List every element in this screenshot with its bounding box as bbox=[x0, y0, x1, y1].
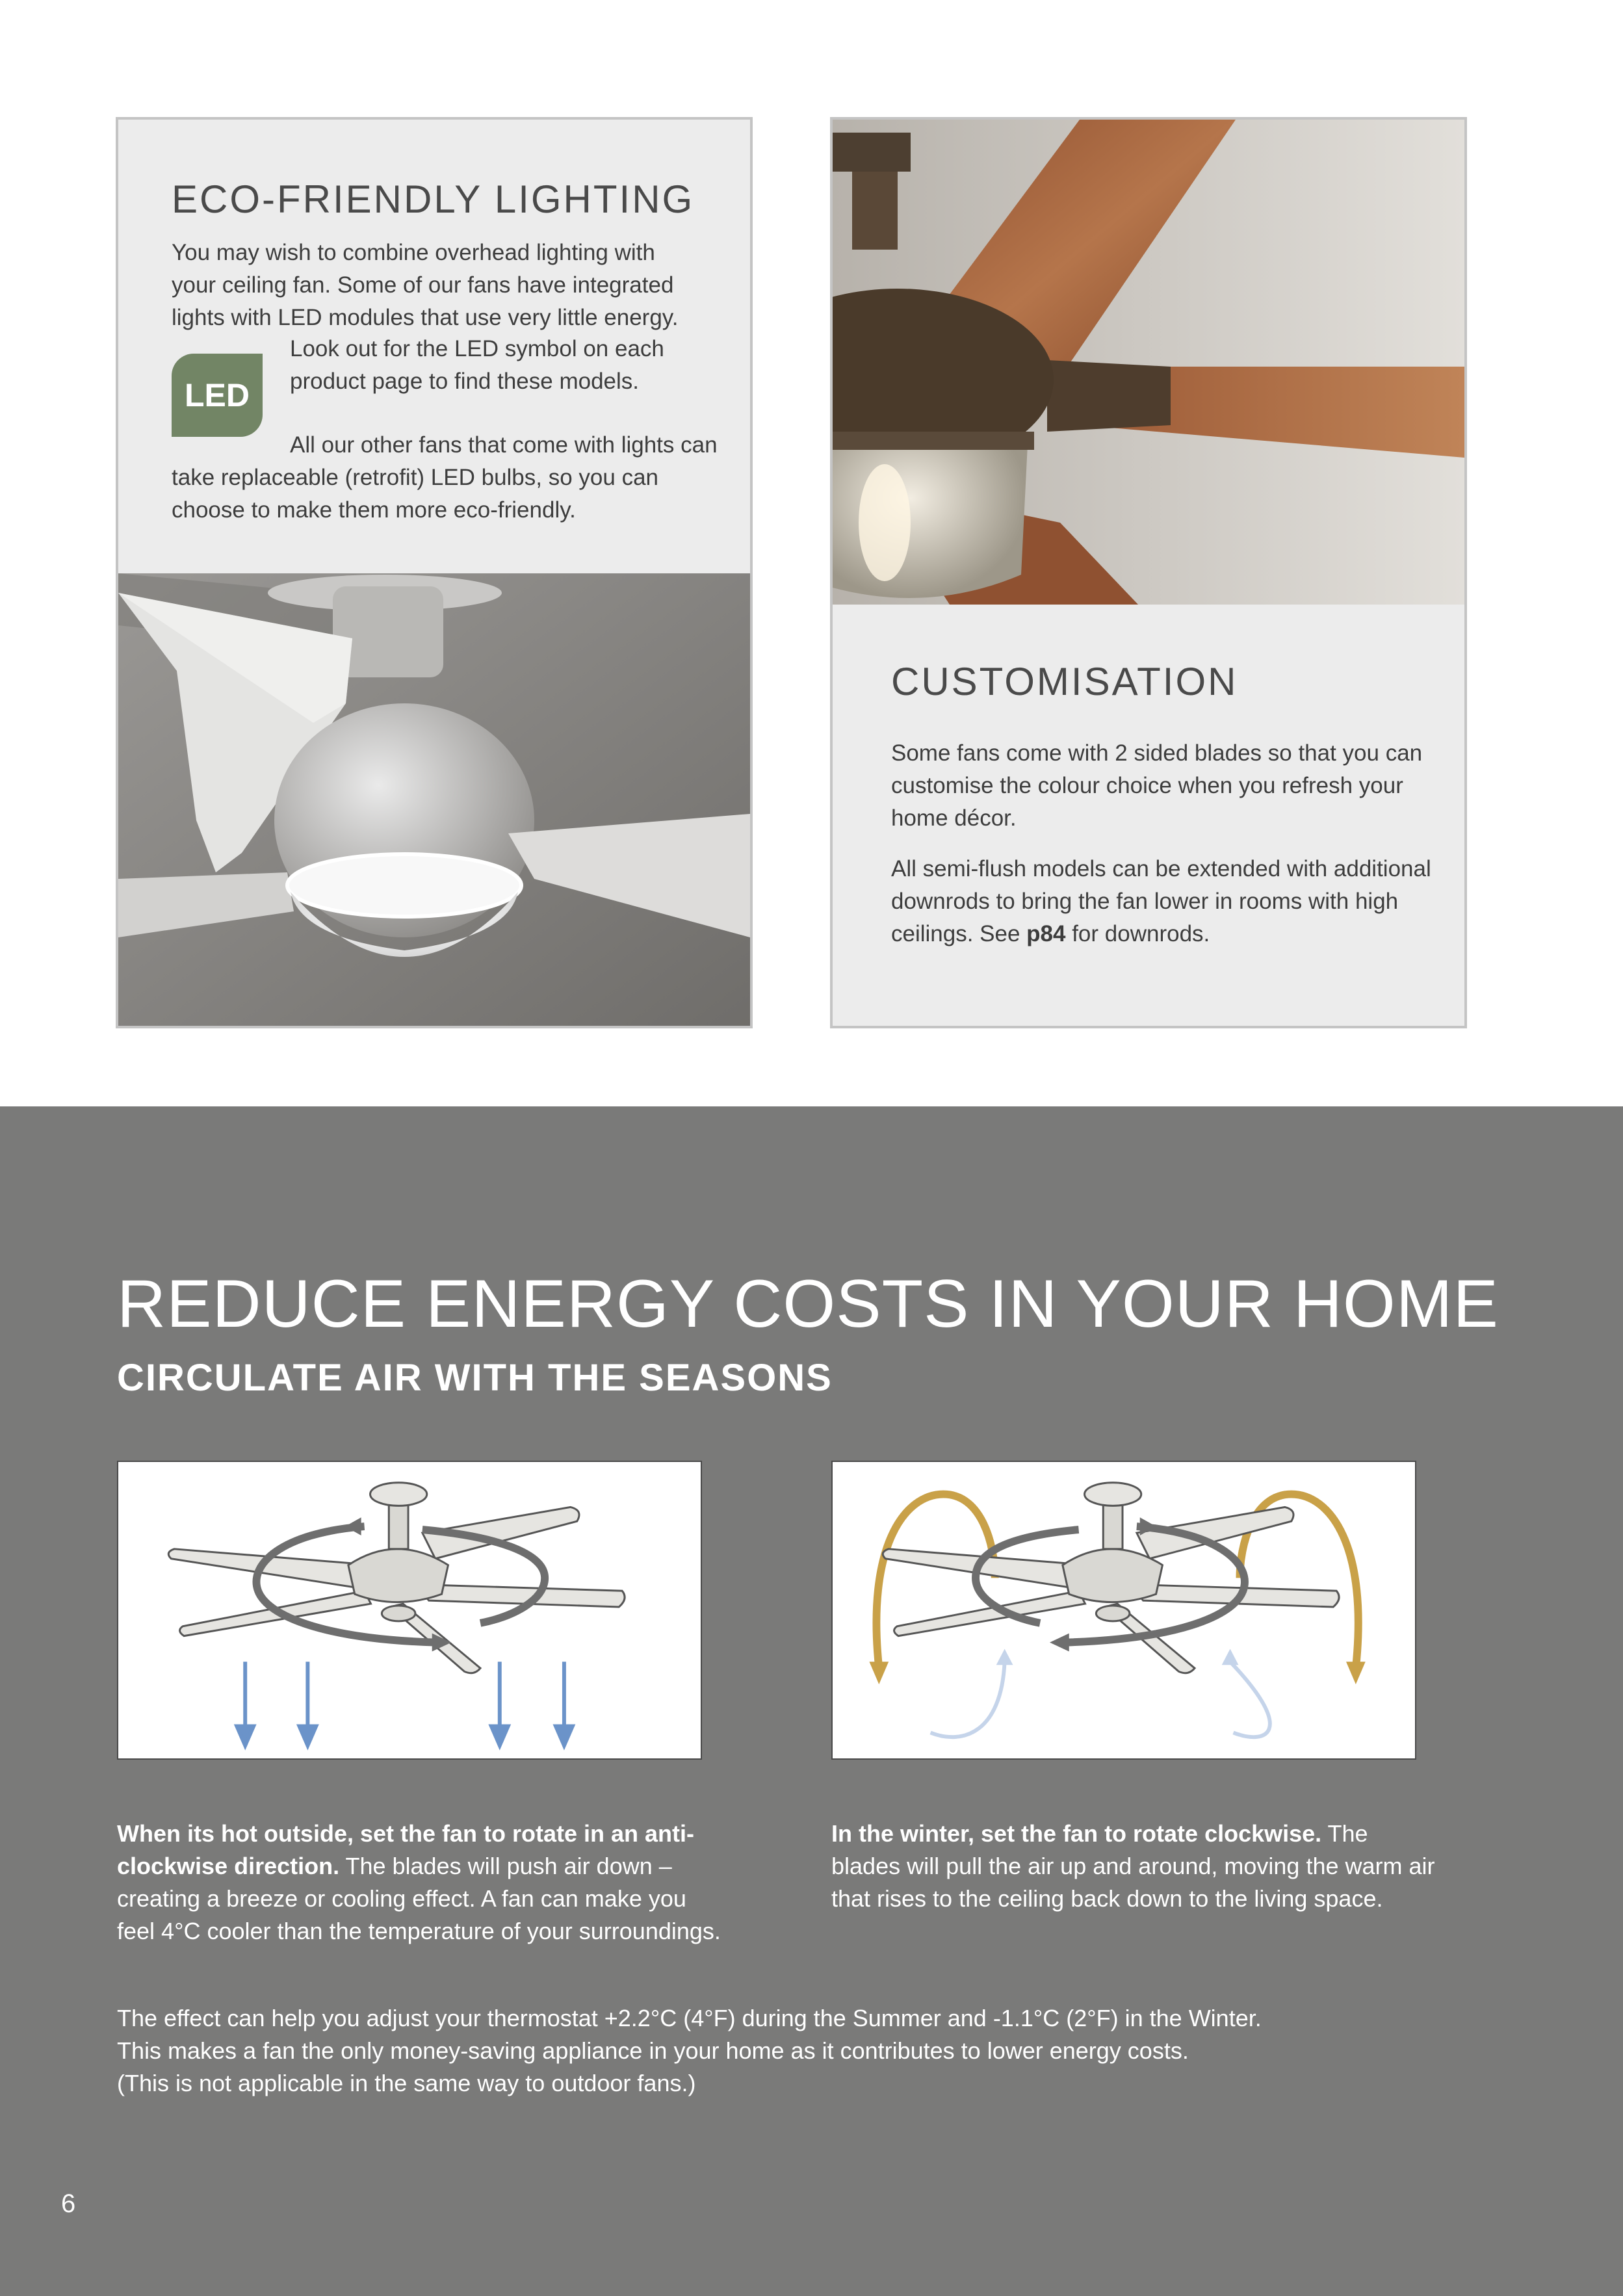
money-saving-note: This makes a fan the only money-saving appliance in your home as it contributes to lower energy costs. bbox=[117, 2037, 1189, 2064]
eco-lighting-panel bbox=[116, 117, 753, 1028]
summer-caption bbox=[117, 1818, 728, 1948]
downrods-page-ref: p84 bbox=[1026, 921, 1066, 946]
summer-fan-diagram bbox=[117, 1461, 702, 1760]
ceiling-fan-icon bbox=[168, 1483, 625, 1673]
summer-caption-text: The blades will push air down – creating a breeze or cooling effect. A fan can make you feel 4°C cooler than the temperature of your surroundings. bbox=[117, 1853, 721, 1944]
summer-caption-bold: When its hot outside, set the fan to rotate in an anti-clockwise direction. bbox=[117, 1820, 695, 1879]
eco-lighting-led-note: Look out for the LED symbol on each product page to find these models. bbox=[290, 336, 664, 394]
customisation-panel bbox=[830, 117, 1467, 1028]
eco-lighting-retrofit-note: All our other fans that come with lights can take replaceable (retrofit) LED bulbs, so you can choose to make them more eco-friendly. bbox=[172, 432, 718, 523]
customisation-downrods-note bbox=[891, 853, 1437, 950]
downward-air-arrows-icon bbox=[237, 1662, 572, 1745]
downrods-text-start: All semi-flush models can be extended with additional downrods to bring the fan lower in rooms with high ceilings. See bbox=[891, 856, 1431, 946]
eco-lighting-heading: ECO-FRIENDLY LIGHTING bbox=[172, 177, 695, 221]
customisation-heading: CUSTOMISATION bbox=[891, 660, 1238, 703]
thermostat-note: The effect can help you adjust your thermostat +2.2°C (4°F) during the Summer and -1.1°C (2°F) in the Winter. bbox=[117, 2005, 1262, 2031]
winter-caption-text: The blades will pull the air up and around, moving the warm air that rises to the ceiling back down to the living space. bbox=[831, 1820, 1435, 1912]
page-number: 6 bbox=[61, 2189, 76, 2218]
wood-blade-fan-photo bbox=[833, 120, 1464, 605]
winter-caption-bold: In the winter, set the fan to rotate clockwise. bbox=[831, 1820, 1322, 1847]
semi-flush-led-fan-photo bbox=[118, 573, 750, 1028]
winter-caption bbox=[831, 1818, 1442, 1915]
rising-air-arrows-icon bbox=[931, 1662, 1270, 1737]
energy-title: REDUCE ENERGY COSTS IN YOUR HOME bbox=[117, 1266, 1499, 1342]
downrods-text-end: for downrods. bbox=[1065, 921, 1210, 946]
eco-lighting-intro: You may wish to combine overhead lighting with your ceiling fan. Some of our fans have integrated lights with LED modules that use very little energy. bbox=[172, 240, 679, 330]
led-badge-icon: LED bbox=[172, 354, 263, 437]
energy-section bbox=[0, 1106, 1623, 2296]
customisation-blades-note: Some fans come with 2 sided blades so that you can customise the colour choice when you refresh your home décor. bbox=[891, 740, 1423, 831]
winter-fan-diagram bbox=[831, 1461, 1416, 1760]
energy-subtitle: CIRCULATE AIR WITH THE SEASONS bbox=[117, 1357, 833, 1399]
outdoor-fans-note: (This is not applicable in the same way to outdoor fans.) bbox=[117, 2070, 696, 2096]
ceiling-fan-icon bbox=[883, 1483, 1339, 1673]
